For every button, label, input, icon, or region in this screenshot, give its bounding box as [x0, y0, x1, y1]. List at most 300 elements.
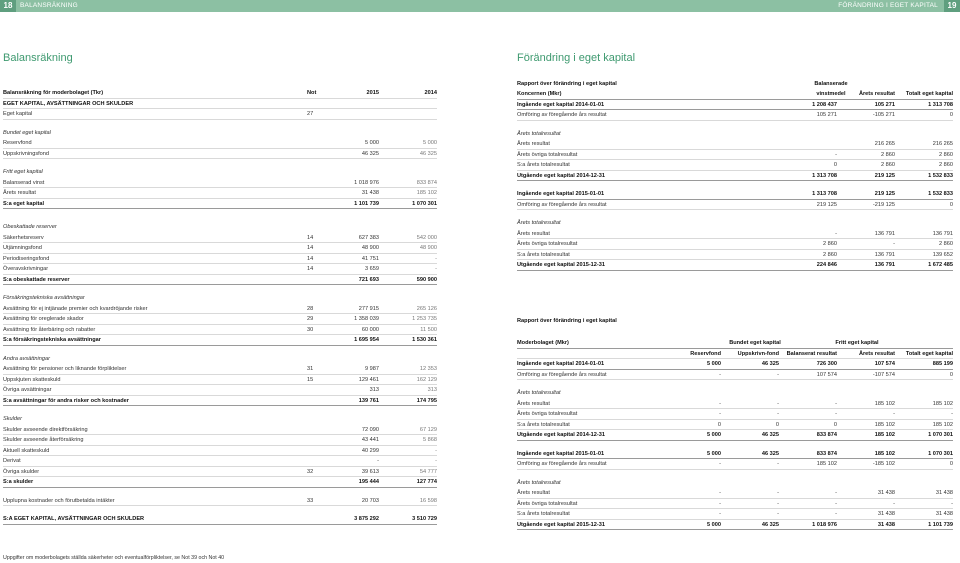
spacer [3, 346, 437, 354]
balance-row [3, 514, 437, 525]
balance-cell-a: 31 438 [361, 190, 379, 196]
page-header-bar [0, 0, 960, 12]
balance-cell-n: 14 [307, 234, 314, 241]
balance-footnote: Uppgifter om moderbolagets ställda säkerheter och eventualförpliktelser, se Not 39 och Not 40 [3, 555, 225, 561]
spacer [3, 159, 437, 167]
moder-caption: Rapport över förändring i eget kapital [517, 318, 617, 324]
moder-row [517, 488, 953, 499]
balance-cell-n: 30 [307, 326, 314, 333]
koncern-cell-c: 2 860 [939, 162, 953, 168]
balance-row [3, 314, 437, 325]
moder-row-label: Årets resultat [517, 490, 550, 496]
koncern-row-label: Årets resultat [517, 141, 550, 147]
koncern-col1-header-top: Balanserade [814, 81, 848, 87]
moder-cell-a: 0 [717, 421, 721, 428]
koncern-row [517, 239, 953, 250]
balance-cell-b: 11 500 [420, 326, 437, 333]
balance-cell-b: - [435, 255, 437, 262]
spacer [3, 120, 437, 128]
balance-row-label: S:A EGET KAPITAL, AVSÄTTNINGAR OCH SKULDER [3, 516, 145, 522]
koncern-row [517, 260, 953, 271]
balance-row-label: S:a skulder [3, 479, 34, 485]
balance-cell-a: 46 325 [361, 150, 379, 157]
balance-cell-n: 27 [307, 111, 314, 117]
koncern-cell-c: 2 860 [939, 151, 953, 158]
balance-cell-b: 1 253 735 [412, 316, 437, 322]
moder-cell-c: - [835, 411, 837, 417]
balance-row-label: Skulder avseende direktförsäkring [3, 426, 88, 433]
moder-cell-c: 0 [833, 421, 837, 428]
koncern-row-label: S:a årets totalresultat [517, 251, 570, 258]
balance-row-label: Balanserad vinst [3, 179, 45, 186]
page-number-left: 18 [0, 0, 16, 12]
moder-cell-d: 185 102 [874, 421, 895, 428]
koncern-row-label: Omföring av föregående års resultat [517, 201, 607, 208]
moder-col-label: Moderbolaget (Mkr) [517, 340, 569, 346]
moder-cell-d: 185 102 [874, 450, 895, 457]
moder-cell-d: 31 438 [877, 521, 895, 528]
moder-cell-b: - [777, 461, 779, 467]
koncern-row-label: Utgående eget kapital 2014-12-31 [517, 172, 605, 179]
moder-group-fritt: Fritt eget kapital [835, 340, 879, 346]
balance-cell-a: 39 613 [361, 468, 379, 475]
balance-row [3, 435, 437, 446]
balance-cell-a: 721 693 [358, 276, 379, 283]
moder-cell-c: 107 574 [816, 371, 837, 378]
moder-cell-d: - [893, 500, 895, 507]
balance-cell-n: 29 [307, 316, 314, 322]
koncern-cell-a: 105 271 [816, 112, 837, 118]
moder-group-bundet: Bundet eget kapital [729, 340, 781, 346]
moder-cell-b: - [777, 371, 779, 378]
balance-cell-a: 48 900 [361, 245, 379, 251]
balance-cell-b: 46 325 [419, 150, 437, 157]
balance-cell-a: 1 101 739 [354, 200, 379, 207]
balance-row-label: S:a försäkringstekniska avsättningar [3, 337, 101, 343]
moder-cell-e: 1 070 301 [928, 450, 953, 457]
balance-cell-b: 127 774 [416, 479, 437, 485]
moder-cell-d: - [893, 411, 895, 417]
balance-cell-b: 542 000 [416, 234, 437, 241]
balance-row-label: Bundet eget kapital [3, 129, 51, 136]
balance-row [3, 477, 437, 488]
koncern-row [517, 189, 953, 200]
balance-cell-b: 48 900 [419, 245, 437, 251]
balance-cell-a: 1 358 039 [354, 316, 379, 322]
moder-row [517, 359, 953, 370]
balance-row [3, 233, 437, 244]
moder-cell-c: - [835, 500, 837, 507]
balance-cell-a: 195 444 [358, 479, 379, 485]
koncern-cell-c: 2 860 [939, 241, 953, 247]
moder-row [517, 459, 953, 470]
moder-cell-c: 726 300 [816, 361, 837, 367]
moder-cell-b: - [777, 411, 779, 417]
moder-row-label: Utgående eget kapital 2015-12-31 [517, 521, 605, 528]
balance-cell-n: 33 [307, 497, 314, 504]
moder-cell-c: - [835, 490, 837, 496]
balance-row-label: Uppskjuten skatteskuld [3, 376, 61, 383]
koncern-row [517, 100, 953, 111]
balance-row-label: S:a obeskattade reserver [3, 276, 70, 283]
koncern-cell-a: 1 313 708 [812, 191, 837, 197]
balance-cell-b: 12 353 [419, 366, 437, 372]
balance-cell-a: 72 090 [361, 426, 379, 433]
balance-row [3, 304, 437, 315]
balance-cell-n: 15 [307, 376, 314, 383]
balance-cell-a: - [377, 458, 379, 464]
balance-row-label: EGET KAPITAL, AVSÄTTNINGAR OCH SKULDER [3, 100, 134, 107]
moder-cell-b: 46 325 [761, 361, 779, 367]
balance-row-label: Avsättning för oreglerade skador [3, 316, 84, 322]
moder-equity-table [517, 316, 953, 530]
balance-row-label: Uppskrivningsfond [3, 150, 50, 157]
balance-row-label: Balansräkning för moderbolaget (Tkr) [3, 90, 104, 96]
balance-cell-b: 174 795 [416, 397, 437, 404]
koncern-row [517, 171, 953, 182]
moder-row [517, 420, 953, 431]
balance-row [3, 109, 437, 120]
balance-row-label: Överavskrivningar [3, 266, 49, 272]
koncern-cell-c: 1 532 833 [928, 191, 953, 197]
koncern-row [517, 160, 953, 171]
moder-cell-a: - [719, 411, 721, 417]
moder-cell-a: 5 000 [707, 450, 721, 457]
moder-row-label: Ingående eget kapital 2015-01-01 [517, 450, 605, 457]
balance-cell-a: 3 875 292 [354, 516, 379, 522]
moder-cell-e: 885 199 [932, 361, 953, 367]
moder-cell-a: - [719, 511, 721, 517]
balance-row [3, 335, 437, 346]
moder-cell-c: 833 874 [816, 450, 837, 457]
balance-row [3, 414, 437, 425]
moder-cell-e: - [951, 411, 953, 417]
moder-cell-d: 31 438 [877, 511, 895, 517]
moder-row [517, 388, 953, 399]
koncern-cell-b: 136 791 [874, 230, 895, 237]
balance-cell-a: 60 000 [361, 326, 379, 333]
moder-row-label: Årets övriga totalresultat [517, 500, 578, 507]
moder-cell-d: 107 574 [874, 361, 895, 367]
koncern-row [517, 218, 953, 229]
balance-cell-a: 40 299 [361, 447, 379, 454]
moder-header-reservfond: Reservfond [690, 350, 721, 357]
moder-header-arets: Årets resultat [858, 350, 895, 357]
koncern-cell-b: 219 125 [874, 191, 895, 197]
balance-row [3, 222, 437, 233]
balance-cell-a: 139 761 [358, 397, 379, 404]
spacer [3, 285, 437, 293]
balance-cell-b: 313 [427, 387, 437, 393]
koncern-row [517, 200, 953, 211]
balance-row [3, 467, 437, 478]
koncern-cell-b: 216 265 [874, 141, 895, 147]
balance-row [3, 456, 437, 467]
balance-cell-n: 14 [307, 266, 314, 272]
balance-row-label: Skulder [3, 416, 22, 422]
balance-cell-a: 43 441 [361, 437, 379, 443]
balance-row [3, 396, 437, 407]
balance-cell-b: 2014 [424, 90, 437, 96]
koncern-row [517, 150, 953, 161]
page-title-right: Förändring i eget kapital [517, 52, 636, 64]
balance-cell-b: 162 129 [416, 376, 437, 383]
balance-row [3, 178, 437, 189]
koncern-cell-a: 0 [833, 162, 837, 168]
spacer [517, 441, 953, 449]
balance-cell-a: 313 [369, 387, 379, 393]
balance-cell-a: 41 751 [361, 255, 379, 262]
moder-row [517, 409, 953, 420]
balance-cell-b: - [435, 266, 437, 272]
koncern-cell-c: 0 [949, 201, 953, 208]
moder-cell-e: 1 101 739 [928, 521, 953, 528]
koncern-cell-c: 1 313 708 [928, 101, 953, 108]
moder-cell-b: - [777, 500, 779, 507]
koncern-row [517, 139, 953, 150]
moder-row [517, 430, 953, 441]
moder-row-label: Årets resultat [517, 400, 550, 407]
balance-row-label: Fritt eget kapital [3, 169, 43, 175]
moder-cell-a: - [719, 371, 721, 378]
balance-cell-a: 20 703 [361, 497, 379, 504]
koncern-row-label: Årets övriga totalresultat [517, 241, 578, 247]
moder-row [517, 499, 953, 510]
koncern-cell-c: 216 265 [932, 141, 953, 147]
balance-row [3, 325, 437, 336]
moder-row-label: S:a årets totalresultat [517, 421, 570, 428]
balance-cell-b: 1 070 301 [412, 200, 437, 207]
balance-row [3, 446, 437, 457]
moder-cell-c: - [835, 511, 837, 517]
balance-row [3, 275, 437, 286]
moder-row [517, 370, 953, 381]
balance-row-label: Andra avsättningar [3, 355, 50, 362]
section-label-left: BALANSRÄKNING [20, 2, 78, 9]
koncern-cell-a: 2 860 [823, 251, 837, 258]
section-label-right: FÖRÄNDRING I EGET KAPITAL [838, 2, 938, 9]
moder-cell-b: 0 [775, 421, 779, 428]
balance-row [3, 354, 437, 365]
koncern-cell-a: - [835, 151, 837, 158]
balance-row [3, 385, 437, 396]
balance-row-label: Skulder avseende återförsäkring [3, 437, 84, 443]
balance-row [3, 364, 437, 375]
balance-cell-b: 67 129 [419, 426, 437, 433]
moder-cell-a: 5 000 [707, 361, 721, 367]
koncern-cell-b: 219 125 [874, 172, 895, 179]
koncern-col2-header: Årets resultat [858, 91, 895, 97]
balance-row-label: Eget kapital [3, 111, 33, 117]
balance-row [3, 264, 437, 275]
koncern-col-label: Koncernen (Mkr) [517, 91, 562, 97]
moder-header-uppskrivn: Uppskrivn-fond [737, 350, 779, 357]
balance-cell-a: 2015 [366, 90, 379, 96]
koncern-cell-c: 1 672 485 [928, 262, 953, 268]
balance-cell-b: - [435, 447, 437, 454]
koncern-cell-b: 2 860 [881, 151, 895, 158]
balance-row-label: Avsättning för pensioner och liknande förpliktelser [3, 366, 127, 372]
koncern-cell-a: 2 860 [823, 241, 837, 247]
balance-row [3, 138, 437, 149]
spacer [3, 506, 437, 514]
balance-cell-b: 3 510 729 [412, 516, 437, 522]
balance-row-label: Aktuell skatteskuld [3, 447, 50, 454]
balance-row-label: Upplupna kostnader och förutbetalda intäkter [3, 497, 115, 504]
koncern-cell-a: 1 208 437 [812, 101, 837, 108]
balance-row-label: Årets resultat [3, 190, 36, 196]
koncern-row-label: Årets totalresultat [517, 130, 561, 137]
balance-row [3, 128, 437, 139]
moder-row-label: Årets övriga totalresultat [517, 411, 578, 417]
koncern-caption: Rapport över förändring i eget kapital [517, 81, 617, 87]
balance-row-label: S:a avsättningar för andra risker och kostnader [3, 397, 129, 404]
balance-row-label: Periodiseringsfond [3, 255, 50, 262]
moder-cell-e: 31 438 [935, 490, 953, 496]
koncern-cell-a: 1 313 708 [812, 172, 837, 179]
page-number-right: 19 [944, 0, 960, 12]
balance-cell-a: 277 915 [358, 305, 379, 312]
moder-row [517, 520, 953, 531]
balance-row [3, 425, 437, 436]
balance-cell-a: 9 987 [365, 366, 379, 372]
koncern-cell-b: 136 791 [874, 262, 895, 268]
moder-cell-e: 0 [949, 461, 953, 467]
balance-row [3, 199, 437, 210]
koncern-row-label: S:a årets totalresultat [517, 162, 570, 168]
balance-sheet-table [3, 88, 437, 525]
balance-row-label: Övriga avsättningar [3, 387, 52, 393]
spacer [3, 406, 437, 414]
balance-row [3, 375, 437, 386]
balance-cell-b: 590 900 [416, 276, 437, 283]
koncern-cell-b: 136 791 [874, 251, 895, 258]
koncern-cell-c: 139 652 [932, 251, 953, 258]
koncern-cell-c: 1 532 833 [928, 172, 953, 179]
balance-cell-a: 3 659 [365, 266, 379, 272]
page-title-left: Balansräkning [3, 52, 73, 64]
balance-cell-b: 54 777 [419, 468, 437, 475]
moder-cell-e: 1 070 301 [928, 432, 953, 438]
koncern-row [517, 250, 953, 261]
moder-cell-d: 185 102 [874, 432, 895, 438]
moder-cell-c: 1 018 976 [812, 521, 837, 528]
moder-row-label: Omföring av föregående års resultat [517, 371, 607, 378]
moder-row [517, 509, 953, 520]
balance-cell-n: 32 [307, 468, 314, 475]
balance-cell-b: 5 000 [423, 140, 437, 146]
koncern-row-label: Årets resultat [517, 230, 550, 237]
koncern-row-label: Årets totalresultat [517, 220, 561, 226]
balance-cell-b: 16 598 [419, 497, 437, 504]
koncern-row-label: Årets övriga totalresultat [517, 151, 578, 158]
moder-row-label: S:a årets totalresultat [517, 511, 570, 517]
moder-cell-e: 0 [949, 371, 953, 378]
moder-cell-d: -107 574 [872, 371, 895, 378]
balance-cell-n: 28 [307, 305, 314, 312]
balance-cell-a: 5 000 [365, 140, 379, 146]
balance-cell-n: 31 [307, 366, 314, 372]
balance-row-label: Reservfond [3, 140, 32, 146]
balance-row-label: S:a eget kapital [3, 200, 45, 207]
balance-cell-b: 833 874 [416, 179, 437, 186]
balance-row-label: Utjämningsfond [3, 245, 42, 251]
moder-cell-b: 46 325 [761, 521, 779, 528]
balance-row [3, 496, 437, 507]
spacer [3, 209, 437, 222]
koncern-cell-a: 224 846 [816, 262, 837, 268]
koncern-cell-c: 0 [949, 112, 953, 118]
balance-cell-a: 627 383 [358, 234, 379, 241]
koncern-cell-a: 219 125 [816, 201, 837, 208]
moder-cell-d: 31 438 [877, 490, 895, 496]
koncern-col3-header: Totalt eget kapital [905, 91, 953, 97]
balance-cell-a: 1 695 954 [354, 337, 379, 343]
koncern-cell-b: 2 860 [881, 162, 895, 168]
moder-cell-e: 31 438 [935, 511, 953, 517]
balance-row [3, 254, 437, 265]
moder-cell-c: - [835, 400, 837, 407]
koncern-row-label: Utgående eget kapital 2015-12-31 [517, 262, 605, 268]
moder-cell-b: - [777, 511, 779, 517]
moder-cell-c: 185 102 [816, 461, 837, 467]
moder-row-label: Årets totalresultat [517, 479, 561, 486]
moder-cell-d: -185 102 [872, 461, 895, 467]
koncern-equity-table [517, 80, 953, 271]
balance-cell-b: 1 530 361 [412, 337, 437, 343]
koncern-row [517, 229, 953, 240]
koncern-cell-a: - [835, 230, 837, 237]
koncern-cell-c: 136 791 [932, 230, 953, 237]
spacer [517, 121, 953, 129]
balance-row-label: Försäkringstekniska avsättningar [3, 295, 85, 301]
balance-row [3, 293, 437, 304]
moder-cell-d: 185 102 [874, 400, 895, 407]
balance-cell-a: 129 461 [358, 376, 379, 383]
spacer [517, 380, 953, 388]
koncern-cell-b: - [893, 241, 895, 247]
moder-cell-a: - [719, 500, 721, 507]
moder-cell-c: 833 874 [816, 432, 837, 438]
balance-row [3, 188, 437, 199]
koncern-row-label: Ingående eget kapital 2015-01-01 [517, 191, 605, 197]
koncern-row [517, 129, 953, 140]
koncern-row-label: Ingående eget kapital 2014-01-01 [517, 101, 605, 108]
balance-cell-a: 1 018 976 [354, 179, 379, 186]
moder-row-label: Omföring av föregående års resultat [517, 461, 607, 467]
moder-row-label: Årets totalresultat [517, 390, 561, 396]
spacer [517, 210, 953, 218]
moder-cell-e: - [951, 500, 953, 507]
koncern-cell-b: 105 271 [874, 101, 895, 108]
balance-row-label: Avsättning för återbäring och rabatter [3, 326, 96, 333]
moder-row [517, 399, 953, 410]
moder-row [517, 478, 953, 489]
spacer [517, 470, 953, 478]
balance-row-label: Övriga skulder [3, 468, 40, 475]
moder-header-balanserat: Balanserat resultat [786, 350, 837, 357]
moder-cell-a: 5 000 [707, 521, 721, 528]
koncern-row-label: Omföring av föregående års resultat [517, 112, 607, 118]
balance-cell-b: 5 868 [423, 437, 437, 443]
balance-cell-b: 265 126 [416, 305, 437, 312]
koncern-cell-b: -105 271 [872, 112, 895, 118]
balance-row [3, 167, 437, 178]
balance-row [3, 149, 437, 160]
spacer [3, 488, 437, 496]
balance-row [3, 99, 437, 110]
balance-row-label: Derivat [3, 458, 21, 464]
